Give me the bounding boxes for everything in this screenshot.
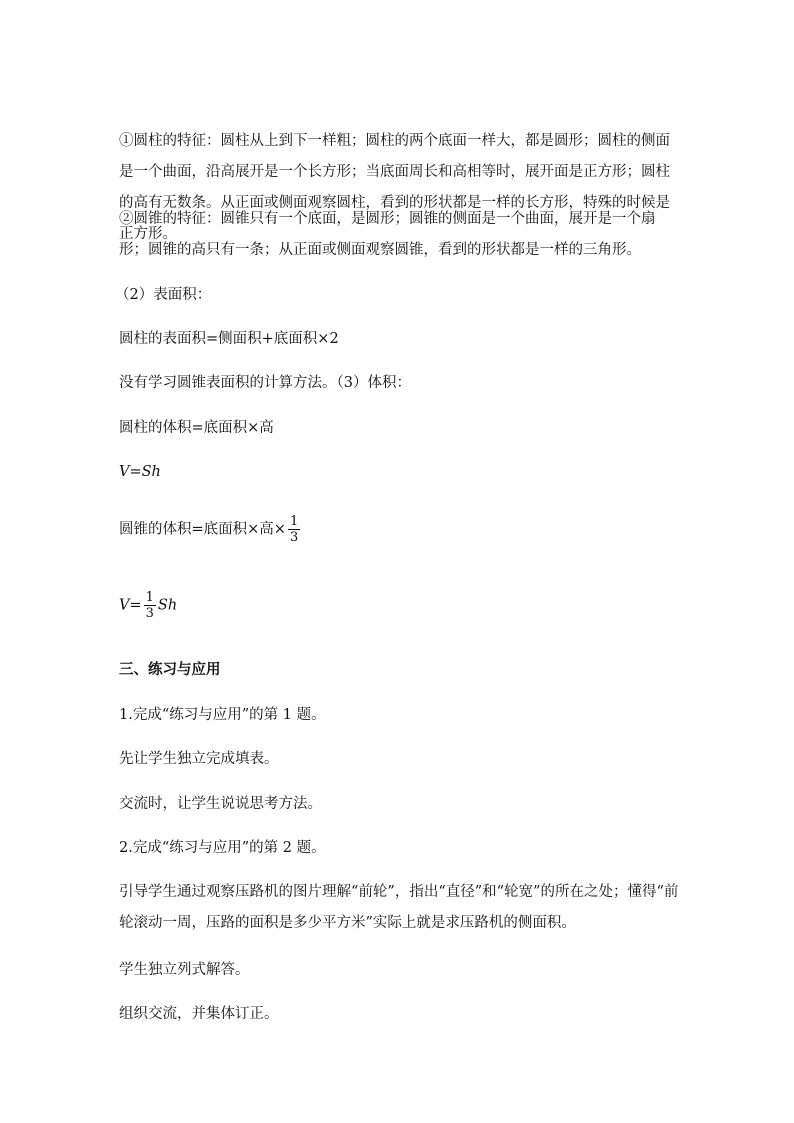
fraction-denominator: 3	[145, 606, 154, 621]
fraction-numerator: 1	[145, 590, 154, 605]
cone-equation-suffix: Sh	[157, 597, 178, 614]
cylinder-surface-area-formula: 圆柱的表面积=侧面积+底面积×2	[119, 331, 339, 347]
practice-item-2: 2.完成“练习与应用”的第 2 题。	[119, 840, 326, 856]
practice-item-1: 1.完成“练习与应用”的第 1 题。	[119, 707, 326, 723]
practice-item-2-step-c: 组织交流，并集体订正。	[119, 1006, 279, 1022]
cone-volume-equation	[119, 590, 679, 622]
cylinder-features-paragraph: ①圆柱的特征：圆柱从上到下一样粗；圆柱的两个底面一样大，都是圆形；圆柱的侧面是一个曲面，沿高展开是一个长方形；当底面周长和高相等时，展开面是正方形；圆柱的高有无数条。从正面或侧面观察圆柱，看到的形状都是一样的长方形，特殊的时候是正方形。	[119, 133, 670, 242]
fraction-denominator: 3	[289, 530, 299, 545]
one-third-fraction-inline	[144, 590, 156, 621]
one-third-fraction	[288, 514, 300, 545]
surface-area-heading: （2）表面积：	[115, 287, 212, 303]
practice-item-2-step-a: 引导学生通过观察压路机的图片理解“前轮”，指出“直径”和“轮宽”的所在之处；懂得“前轮滚动一周，压路的面积是多少平方米”实际上就是求压路机的侧面积。	[119, 884, 679, 931]
cone-volume-text: 圆锥的体积=底面积×高×	[119, 521, 286, 538]
practice-item-1-step-b: 交流时，让学生说说思考方法。	[119, 796, 322, 812]
practice-item-1-step-a: 先让学生独立完成填表。	[119, 751, 279, 767]
practice-item-2-step-b: 学生独立列式解答。	[119, 962, 250, 978]
cone-features-paragraph: ②圆锥的特征：圆锥只有一个底面，是圆形；圆锥的侧面是一个曲面，展开是一个扇形；圆锥的高只有一条；从正面或侧面观察圆锥，看到的形状都是一样的三角形。	[119, 211, 656, 258]
section-heading-practice: 三、练习与应用	[119, 661, 221, 678]
fraction-numerator: 1	[289, 514, 299, 529]
cylinder-volume-formula: 圆柱的体积=底面积×高	[119, 420, 274, 436]
cone-volume-formula	[119, 514, 679, 546]
cone-surface-area-note: 没有学习圆锥表面积的计算方法。（3）体积：	[119, 375, 411, 391]
cone-equation-prefix: V=	[119, 597, 142, 614]
cylinder-volume-equation: V=Sh	[119, 464, 161, 480]
